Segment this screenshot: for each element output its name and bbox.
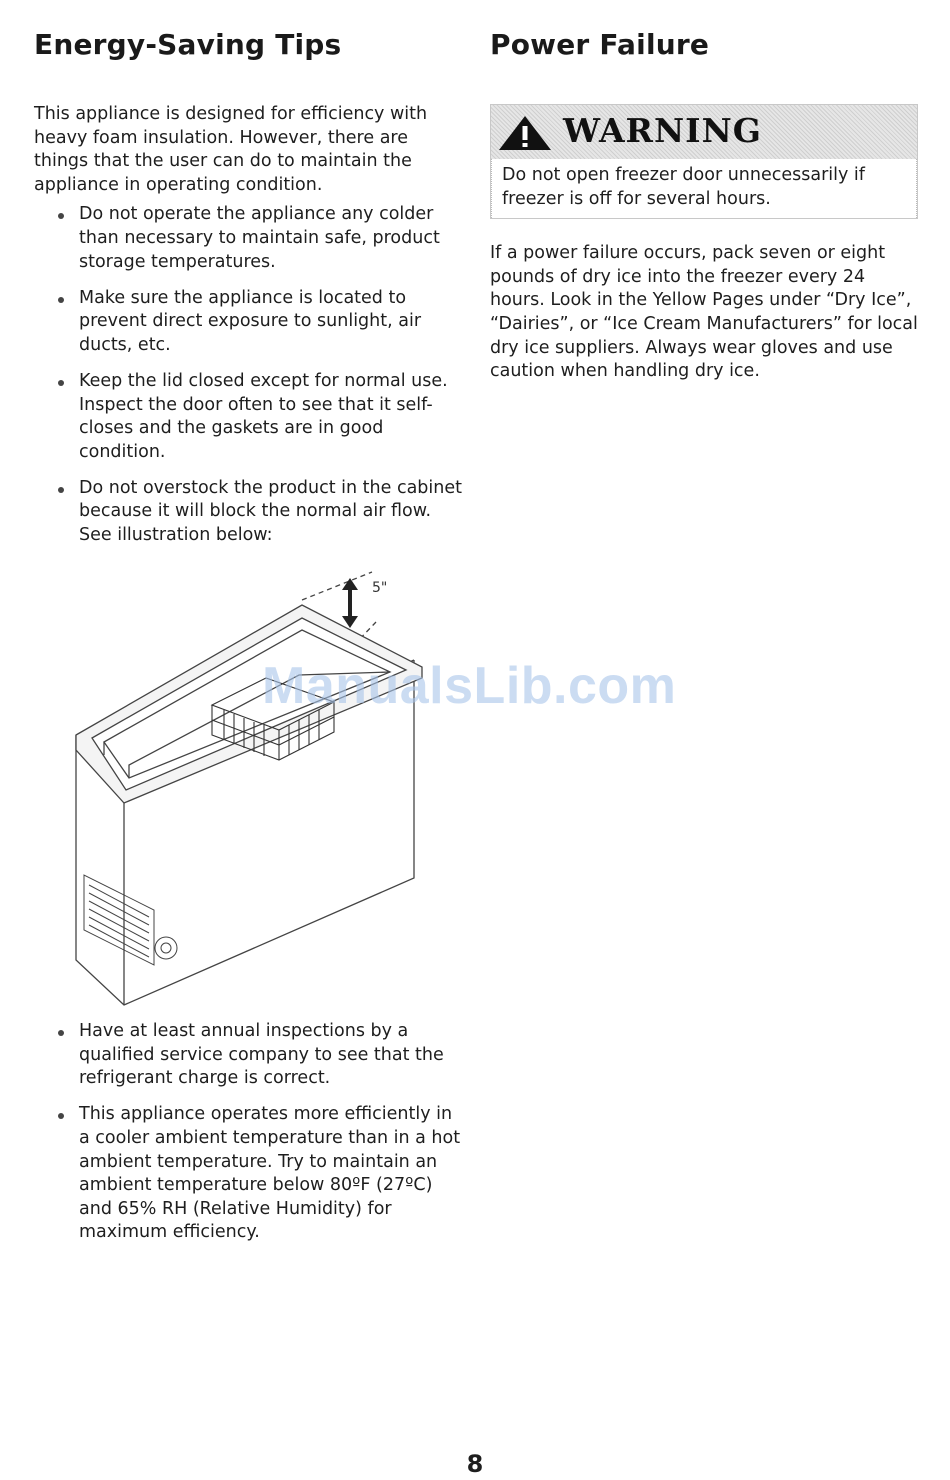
energy-tips-list-continued [34, 1020, 462, 1245]
power-failure-paragraph: If a power failure occurs, pack seven or eight pounds of dry ice into the freezer every 24 hours. Look in the Yellow Pages under “Dry Ice”, “Dairies”, or “Ice Cream Manufacturers” for local dry ice suppliers. Always wear gloves and use caution when handling dry ice. [490, 243, 918, 382]
list-item: Make sure the appliance is located to prevent direct exposure to sunlight, air ducts, etc. [34, 287, 462, 358]
dimension-label: 5" [372, 580, 388, 597]
bullet-icon [58, 1113, 64, 1119]
energy-saving-title: Energy-Saving Tips [34, 28, 342, 61]
bullet-icon [58, 487, 64, 493]
bullet-icon [58, 380, 64, 386]
dimension-arrow-icon [342, 578, 358, 628]
warning-triangle-icon [497, 114, 553, 152]
warning-label: WARNING [563, 111, 762, 150]
warning-box [490, 104, 918, 219]
list-item: Have at least annual inspections by a qualified service company to see that the refrigerant charge is correct. [34, 1020, 462, 1091]
power-failure-title: Power Failure [490, 28, 710, 61]
list-item: Do not overstock the product in the cabinet because it will block the normal air flow. See illustration below: [34, 477, 462, 548]
temperature-dial-icon [155, 937, 177, 959]
bullet-icon [58, 1030, 64, 1036]
energy-intro-paragraph: This appliance is designed for efficiency with heavy foam insulation. However, there are things that the user can do to maintain the appliance in operating condition. [34, 104, 428, 195]
freezer-drawing [34, 560, 454, 1010]
watermark: ManualsLib.com [262, 657, 677, 715]
bullet-icon [58, 213, 64, 219]
warning-text: Do not open freezer door unnecessarily if freezer is off for several hours. [491, 159, 917, 218]
chest-freezer-illustration [34, 560, 454, 1010]
bullet-icon [58, 297, 64, 303]
list-item: This appliance operates more efficiently in a cooler ambient temperature than in a hot ambient temperature. Try to maintain an ambient temperature below 80ºF (27ºC) and 65% RH (Relative Humidity) for maximum efficiency. [34, 1103, 462, 1245]
vent-grille [84, 875, 177, 965]
energy-saving-section [34, 28, 462, 1257]
energy-tips-list [34, 203, 462, 547]
dimension-guide-top [302, 572, 372, 600]
warning-header [491, 105, 917, 159]
list-item: Do not operate the appliance any colder than necessary to maintain safe, product storage temperatures. [34, 203, 462, 274]
page-number: 8 [466, 1450, 484, 1478]
power-failure-section [490, 28, 920, 384]
list-item: Keep the lid closed except for normal use. Inspect the door often to see that it self-closes and the gaskets are in good condition. [34, 370, 462, 464]
